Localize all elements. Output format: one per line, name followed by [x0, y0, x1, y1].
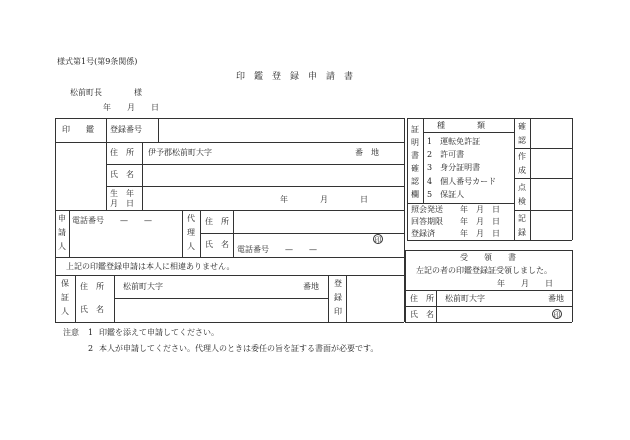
type-item[interactable]: 2 許可書	[427, 150, 465, 159]
registration-seal-box[interactable]	[347, 276, 403, 321]
note-item: 印鑑を添えて申請してください。	[99, 328, 219, 337]
receipt-name-field[interactable]	[437, 307, 547, 321]
name-field[interactable]	[143, 165, 403, 185]
type-item[interactable]: 5 保証人	[427, 190, 465, 199]
recorded-label: 記 録	[518, 214, 526, 237]
notes-label: 注意	[63, 328, 79, 337]
receipt-address-label: 住 所	[410, 294, 434, 303]
created-label: 作 成	[518, 152, 526, 175]
type-item[interactable]: 4 個人番号カード	[427, 177, 497, 186]
registered-label: 登録済	[411, 229, 435, 238]
confirm-label: 確 認	[518, 122, 526, 145]
name-label: 氏 名	[110, 170, 134, 179]
guarantor-address-label: 住 所	[80, 282, 104, 291]
form-code: 様式第1号(第9条関係)	[57, 57, 138, 66]
registered-date[interactable]: 年 月 日	[460, 229, 500, 238]
guarantor-label: 保 証 人	[61, 279, 69, 316]
reply-deadline-label: 回答期限	[411, 217, 443, 226]
note-number: 2	[88, 344, 94, 353]
type-header: 種 類	[437, 121, 485, 130]
registration-seal-label: 登 録 印	[334, 279, 342, 316]
phone-label: 電話番号	[72, 216, 104, 225]
addressee: 松前町長 様	[70, 88, 142, 97]
receipt-date[interactable]: 年 月 日	[497, 279, 553, 288]
registration-number-field[interactable]	[159, 119, 403, 141]
type-item[interactable]: 1 運転免許証	[427, 137, 481, 146]
receipt-title: 受 領 書	[460, 253, 516, 262]
agent-label: 代 理 人	[187, 214, 195, 251]
agent-seal-mark: 印	[374, 236, 382, 244]
phone-dashes[interactable]: — —	[120, 216, 152, 225]
agent-address-label: 住 所	[205, 217, 229, 226]
guarantor-name-label: 氏 名	[80, 305, 104, 314]
type-item[interactable]: 3 身分証明書	[427, 163, 481, 172]
reply-deadline-date[interactable]: 年 月 日	[460, 217, 500, 226]
agent-phone-dashes[interactable]: — —	[285, 245, 317, 254]
agent-phone-label: 電話番号	[237, 245, 269, 254]
address-field[interactable]	[143, 143, 403, 163]
registration-number-label: 登録番号	[110, 125, 142, 134]
receipt-name-label: 氏 名	[410, 310, 434, 319]
inspected-label: 点 検	[518, 183, 526, 206]
birth-label-1: 生 年	[110, 189, 134, 198]
receipt-seal-mark: 印	[553, 311, 561, 319]
note-number: 1	[88, 328, 94, 337]
form-title: 印 鑑 登 録 申 請 書	[236, 72, 354, 82]
note-item: 本人が申請してください。代理人のときは委任の旨を証する書面が必要です。	[99, 344, 379, 353]
certificate-check-header: 証 明 書 確 認 欄	[411, 125, 419, 199]
inquiry-sent-date[interactable]: 年 月 日	[460, 205, 500, 214]
banchi-label: 番 地	[355, 148, 379, 157]
address-value: 伊予郡松前町大字	[148, 148, 212, 157]
receipt-banchi-label: 番地	[548, 294, 564, 303]
receipt-address-value: 松前町大字	[445, 294, 485, 303]
birth-date-fields[interactable]: 年 月 日	[280, 195, 368, 204]
seal-label: 印 鑑	[62, 125, 94, 134]
consent-text: 上記の印鑑登録申請は本人に相違ありません。	[66, 262, 235, 271]
guarantor-address-value: 松前町大字	[123, 282, 163, 291]
applicant-label: 申 請 人	[58, 214, 66, 251]
agent-address-field[interactable]	[234, 211, 403, 232]
receipt-text: 左記の者の印鑑登録証受領しました。	[416, 266, 552, 275]
guarantor-name-field[interactable]	[115, 299, 327, 321]
date-fields: 年 月 日	[103, 103, 159, 112]
address-label: 住 所	[110, 148, 134, 157]
inquiry-sent-label: 照会発送	[411, 205, 443, 214]
birth-label-2: 月 日	[110, 199, 134, 208]
agent-name-label: 氏 名	[205, 240, 229, 249]
guarantor-banchi-label: 番地	[303, 282, 319, 291]
